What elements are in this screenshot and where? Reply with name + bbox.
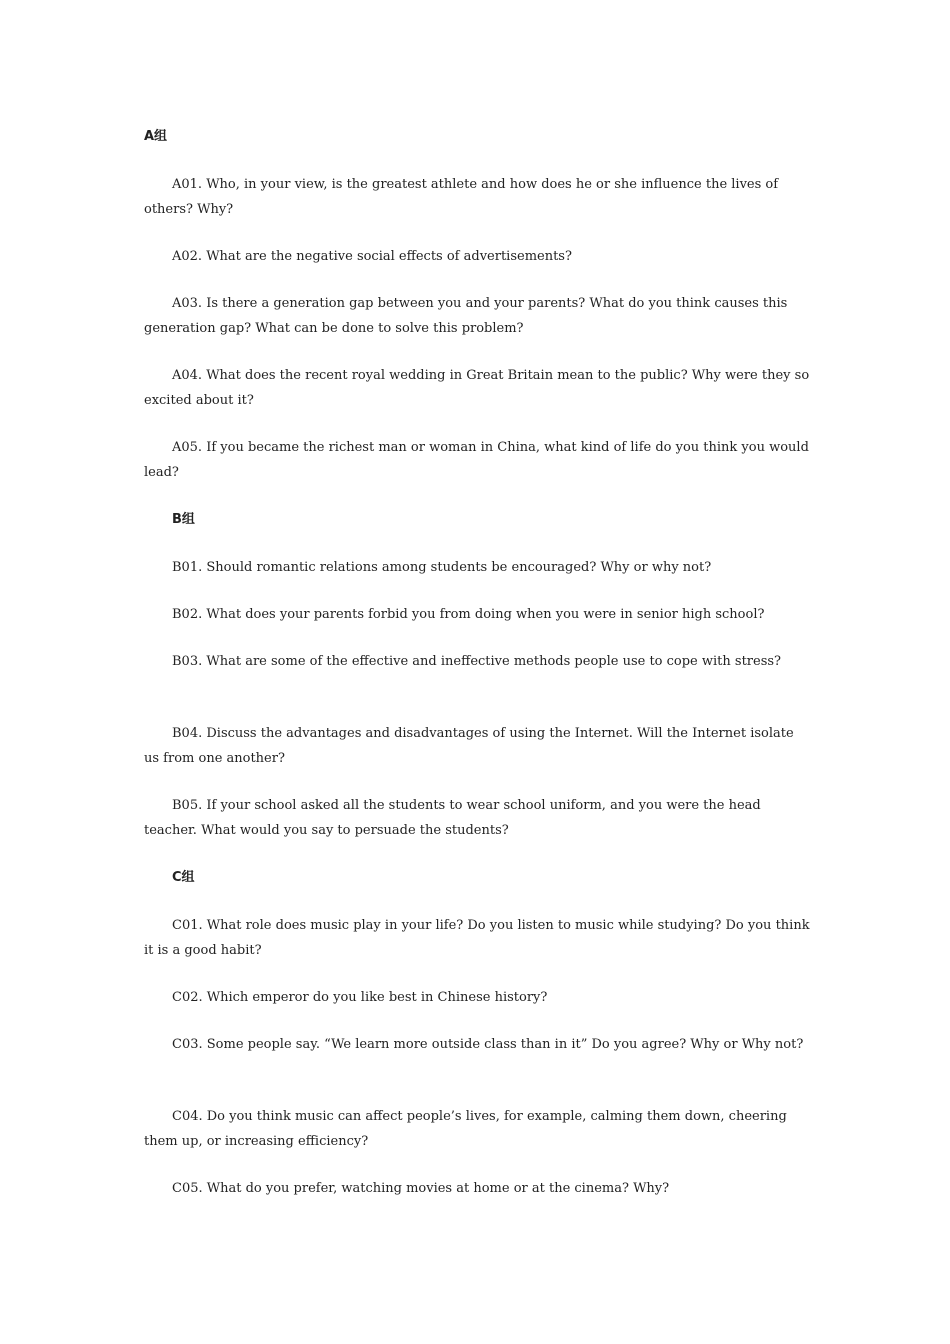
- question-a03: A03. Is there a generation gap between you and your parents? What do you think causes this generation gap? What can be done to solve this problem?: [144, 296, 788, 336]
- section-heading-b: B组: [172, 512, 195, 527]
- question-c05: C05. What do you prefer, watching movies at home or at the cinema? Why?: [172, 1181, 670, 1196]
- question-b05: B05. If your school asked all the students to wear school uniform, and you were the head teacher. What would you say to persuade the students?: [144, 798, 761, 838]
- question-b04: B04. Discuss the advantages and disadvantages of using the Internet. Will the Internet isolate us from one another?: [144, 726, 794, 766]
- question-c04: C04. Do you think music can affect people’s lives, for example, calming them down, cheering them up, or increasing efficiency?: [144, 1109, 787, 1149]
- question-c03: C03. Some people say. “We learn more outside class than in it” Do you agree? Why or Why not?: [172, 1037, 804, 1052]
- section-heading-c: C组: [172, 870, 195, 885]
- question-b03: B03. What are some of the effective and ineffective methods people use to cope with stress?: [172, 654, 782, 669]
- question-b02: B02. What does your parents forbid you from doing when you were in senior high school?: [172, 607, 765, 622]
- section-heading-a: A组: [144, 129, 168, 144]
- question-a05: A05. If you became the richest man or woman in China, what kind of life do you think you would lead?: [144, 440, 809, 480]
- question-a01: A01. Who, in your view, is the greatest athlete and how does he or she influence the lives of others? Why?: [144, 177, 779, 217]
- question-c02: C02. Which emperor do you like best in Chinese history?: [172, 990, 548, 1005]
- question-a04: A04. What does the recent royal wedding in Great Britain mean to the public? Why were they so excited about it?: [144, 368, 810, 408]
- question-b01: B01. Should romantic relations among students be encouraged? Why or why not?: [172, 560, 712, 575]
- question-a02: A02. What are the negative social effects of advertisements?: [172, 249, 572, 264]
- question-c01: C01. What role does music play in your life? Do you listen to music while studying? Do you think it is a good habit?: [144, 918, 810, 958]
